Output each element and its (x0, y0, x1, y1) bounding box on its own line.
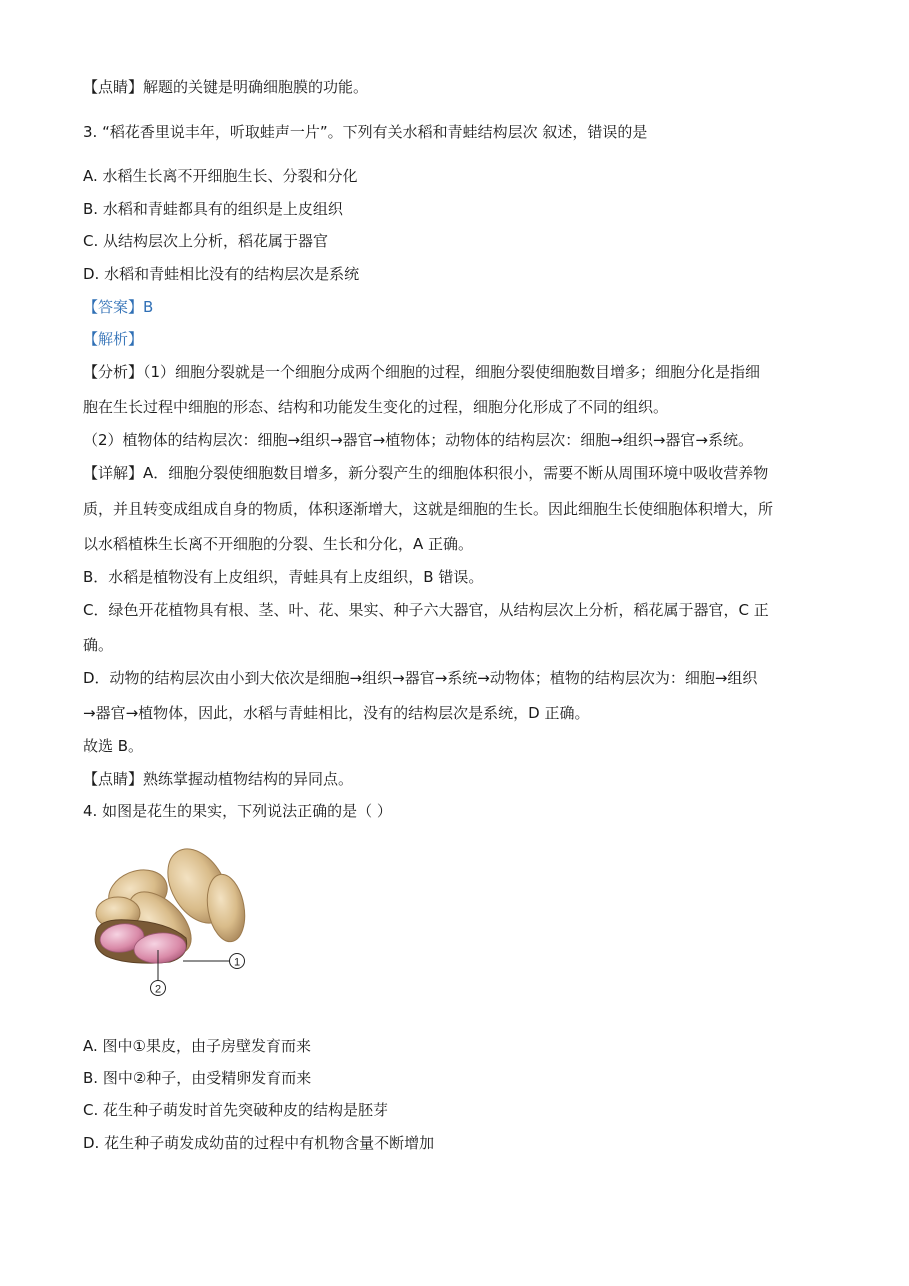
question-4-option-c: C. 花生种子萌发时首先突破种皮的结构是胚芽 (83, 1101, 389, 1119)
detail-text-3: 以水稻植株生长离不开细胞的分裂、生长和分化，A 正确。 (83, 535, 474, 553)
question-3-option-d: D. 水稻和青蛙相比没有的结构层次是系统 (83, 265, 360, 283)
note-key-point: 【点睛】解题的关键是明确细胞膜的功能。 (83, 78, 369, 96)
question-4-option-b: B. 图中②种子，由受精卵发育而来 (83, 1069, 312, 1087)
detail-text-5: C．绿色开花植物具有根、茎、叶、花、果实、种子六大器官，从结构层次上分析，稻花属于器官，C 正 (83, 601, 769, 619)
question-3-option-c: C. 从结构层次上分析，稻花属于器官 (83, 232, 329, 250)
question-3-stem: 3. “稻花香里说丰年，听取蛙声一片”。下列有关水稻和青蛙结构层次 叙述，错误的是 (83, 123, 648, 141)
detail-text-6: 确。 (83, 636, 114, 654)
analysis-text-1: 【分析】（1）细胞分裂就是一个细胞分成两个细胞的过程，细胞分裂使细胞数目增多；细胞分化是指细 (83, 363, 761, 381)
detail-text-8: →器官→植物体，因此，水稻与青蛙相比，没有的结构层次是系统，D 正确。 (83, 704, 590, 722)
detail-text-2: 质，并且转变成组成自身的物质，体积逐渐增大，这就是细胞的生长。因此细胞生长使细胞体积增大，所 (83, 500, 774, 518)
detail-text-1: 【详解】A．细胞分裂使细胞数目增多，新分裂产生的细胞体积很小，需要不断从周围环境中吸收营养物 (83, 464, 769, 482)
question-4-stem: 4. 如图是花生的果实，下列说法正确的是（ ） (83, 802, 392, 820)
choice-conclusion: 故选 B。 (83, 737, 144, 755)
question-4-option-d: D. 花生种子萌发成幼苗的过程中有机物含量不断增加 (83, 1134, 435, 1152)
peanut-figure (88, 838, 258, 1003)
analysis-text-2: 胞在生长过程中细胞的形态、结构和功能发生变化的过程，细胞分化形成了不同的组织。 (83, 398, 669, 416)
answer-label: 【答案】B (83, 298, 154, 316)
question-4-option-a: A. 图中①果皮，由子房壁发育而来 (83, 1037, 311, 1055)
analysis-text-3: （2）植物体的结构层次：细胞→组织→器官→植物体；动物体的结构层次：细胞→组织→器官→系统。 (83, 431, 753, 449)
detail-text-4: B．水稻是植物没有上皮组织，青蛙具有上皮组织，B 错误。 (83, 568, 484, 586)
question-3-option-b: B. 水稻和青蛙都具有的组织是上皮组织 (83, 200, 343, 218)
note-key-point-2: 【点睛】熟练掌握动植物结构的异同点。 (83, 770, 354, 788)
detail-text-7: D．动物的结构层次由小到大依次是细胞→组织→器官→系统→动物体；植物的结构层次为：细胞→组织 (83, 669, 758, 687)
label-1: 1 (233, 956, 241, 969)
label-2: 2 (154, 983, 162, 996)
question-3-option-a: A. 水稻生长离不开细胞生长、分裂和分化 (83, 167, 358, 185)
analysis-label: 【解析】 (83, 330, 144, 348)
peanut-illustration (88, 838, 258, 1003)
